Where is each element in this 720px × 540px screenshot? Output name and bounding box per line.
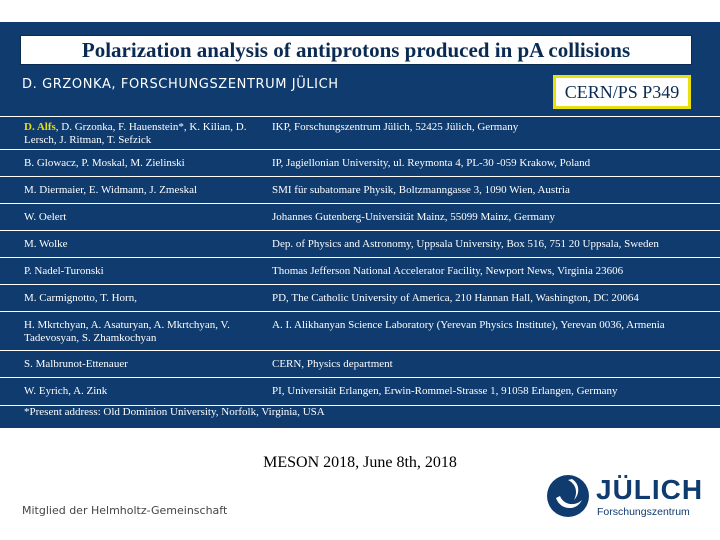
row-names: [24, 121, 268, 147]
juelich-logo-icon: [546, 474, 590, 518]
helmholtz-membership: Mitglied der Helmholtz-Gemeinschaft: [22, 504, 228, 517]
experiment-label: CERN/PS P349: [564, 81, 680, 102]
row-names: W. Eyrich, A. Zink: [24, 385, 108, 397]
row-names: S. Malbrunot-Ettenauer: [24, 358, 128, 370]
row-institute: Thomas Jefferson National Accelerator Facility, Newport News, Virginia 23606: [272, 265, 624, 277]
table-row: [0, 176, 720, 203]
table-row: [0, 377, 720, 405]
row-names: M. Wolke: [24, 238, 68, 250]
row-institute: CERN, Physics department: [272, 358, 393, 370]
meeting-info: MESON 2018, June 8th, 2018: [263, 454, 457, 471]
slide-title: Polarization analysis of antiprotons produced in pA collisions: [81, 37, 631, 62]
row-institute: Johannes Gutenberg-Universität Mainz, 55099 Mainz, Germany: [272, 211, 555, 223]
footnote: *Present address: Old Dominion University, Norfolk, Virginia, USA: [24, 406, 325, 418]
title-box: [20, 35, 692, 65]
row-names: M. Carmignotto, T. Horn,: [24, 292, 137, 304]
juelich-logo: [544, 472, 704, 522]
row-institute: Dep. of Physics and Astronomy, Uppsala University, Box 516, 751 20 Uppsala, Sweden: [272, 238, 659, 250]
experiment-box: [553, 75, 691, 109]
names-text: , D. Grzonka, F. Hauenstein*, K. Kilian, D. Lersch, J. Ritman, T. Sefzick: [24, 121, 247, 146]
row-institute: IKP, Forschungszentrum Jülich, 52425 Jülich, Germany: [272, 121, 519, 133]
table-row: [0, 149, 720, 176]
collaboration-table: [0, 116, 720, 406]
row-institute: A. I. Alikhanyan Science Laboratory (Yerevan Physics Institute), Yerevan 0036, Armenia: [272, 319, 665, 331]
table-row: [0, 257, 720, 284]
table-row: [0, 230, 720, 257]
row-institute: PD, The Catholic University of America, 210 Hannan Hall, Washington, DC 20064: [272, 292, 639, 304]
row-names: W. Oelert: [24, 211, 67, 223]
row-names: B. Glowacz, P. Moskal, M. Zielinski: [24, 157, 185, 169]
table-row: [0, 350, 720, 377]
table-row: [0, 284, 720, 311]
row-institute: IP, Jagiellonian University, ul. Reymonta 4, PL-30 -059 Krakow, Poland: [272, 157, 591, 169]
row-names: H. Mkrtchyan, A. Asaturyan, A. Mkrtchyan, V. Tadevosyan, S. Zhamkochyan: [24, 319, 230, 344]
logo-wordmark: JÜLICH: [596, 474, 704, 505]
highlighted-author: D. Alfs: [24, 121, 56, 133]
row-names: P. Nadel-Turonski: [24, 265, 104, 277]
row-names: M. Diermaier, E. Widmann, J. Zmeskal: [24, 184, 198, 196]
row-institute: PI, Universität Erlangen, Erwin-Rommel-Strasse 1, 91058 Erlangen, Germany: [272, 385, 618, 397]
table-row: [0, 203, 720, 230]
author-line: D. GRZONKA, FORSCHUNGSZENTRUM JÜLICH: [22, 77, 339, 92]
table-row: [0, 311, 720, 350]
table-row: [0, 116, 720, 149]
logo-subtitle: Forschungszentrum: [597, 506, 690, 518]
collaboration-panel: [0, 22, 720, 428]
row-institute: SMI für subatomare Physik, Boltzmanngasse 3, 1090 Wien, Austria: [272, 184, 570, 196]
